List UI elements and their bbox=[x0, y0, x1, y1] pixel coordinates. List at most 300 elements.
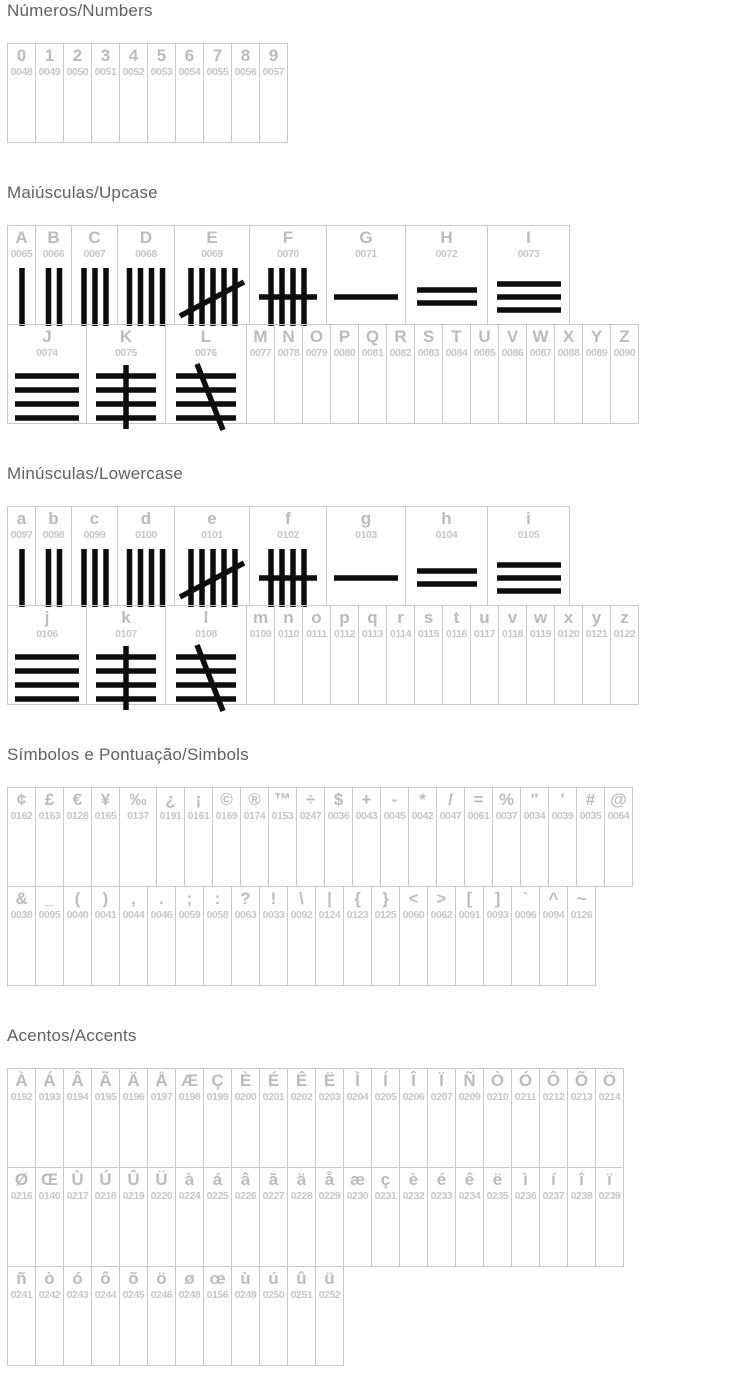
glyph-char: T bbox=[451, 327, 462, 346]
glyph-code: 0243 bbox=[66, 1289, 89, 1301]
glyph-code: 0114 bbox=[389, 628, 412, 640]
glyph-char: Ë bbox=[323, 1071, 336, 1090]
glyph-code: 0083 bbox=[417, 347, 440, 359]
glyph-cell bbox=[287, 886, 316, 986]
glyph-cell bbox=[174, 506, 250, 606]
glyph-char: ì bbox=[523, 1170, 528, 1189]
glyph-char: & bbox=[15, 889, 28, 908]
glyph-char: : bbox=[214, 889, 221, 908]
glyph-cell bbox=[567, 1167, 596, 1267]
glyph-char: ¢ bbox=[16, 790, 27, 809]
glyph-char: , bbox=[131, 889, 136, 908]
glyph-cell bbox=[7, 605, 87, 705]
glyph-cell bbox=[520, 787, 549, 887]
glyph-code: 0210 bbox=[486, 1091, 509, 1103]
glyph-cell bbox=[63, 886, 92, 986]
glyph-char: Ì bbox=[355, 1071, 360, 1090]
glyph-code: 0169 bbox=[215, 810, 238, 822]
glyph-char: Z bbox=[619, 327, 630, 346]
glyph-cell bbox=[175, 886, 204, 986]
glyph-cell bbox=[399, 886, 428, 986]
glyph-cell bbox=[63, 1167, 92, 1267]
glyph-cell bbox=[147, 1167, 176, 1267]
glyph-code: 0212 bbox=[542, 1091, 565, 1103]
glyph-cell bbox=[119, 1266, 148, 1366]
glyph-cell bbox=[156, 787, 185, 887]
glyph-code: 0252 bbox=[318, 1289, 341, 1301]
glyph-code: 0045 bbox=[383, 810, 406, 822]
glyph-code: 0073 bbox=[517, 248, 540, 260]
glyph-char: Ó bbox=[518, 1071, 533, 1090]
glyph-cell bbox=[498, 605, 527, 705]
glyph-char: d bbox=[140, 509, 152, 528]
glyph-row bbox=[7, 1266, 343, 1366]
glyph-cell bbox=[483, 1167, 512, 1267]
glyph-char: é bbox=[436, 1170, 447, 1189]
tally-glyph bbox=[417, 263, 477, 333]
glyph-cell bbox=[326, 506, 406, 606]
glyph-cell bbox=[548, 787, 577, 887]
glyph-cell bbox=[249, 225, 327, 325]
glyph-cell bbox=[259, 1167, 288, 1267]
glyph-char: ò bbox=[44, 1269, 55, 1288]
glyph-char: C bbox=[88, 228, 101, 247]
glyph-code: 0111 bbox=[306, 628, 327, 640]
glyph-cell bbox=[203, 886, 232, 986]
section-title: Símbolos e Pontuação/Simbols bbox=[7, 745, 249, 764]
glyph-code: 0238 bbox=[570, 1190, 593, 1202]
glyph-char: È bbox=[239, 1071, 252, 1090]
glyph-cell bbox=[35, 1266, 64, 1366]
glyph-code: 0090 bbox=[613, 347, 636, 359]
glyph-char: â bbox=[240, 1170, 251, 1189]
glyph-cell bbox=[330, 605, 359, 705]
section bbox=[7, 1026, 730, 1366]
glyph-code: 0041 bbox=[94, 909, 117, 921]
glyph-cell bbox=[119, 43, 148, 143]
glyph-char: ø bbox=[184, 1269, 195, 1288]
glyph-cell bbox=[231, 1068, 260, 1168]
glyph-code: 0239 bbox=[598, 1190, 621, 1202]
glyph-char: ÷ bbox=[305, 790, 316, 809]
glyph-cell bbox=[511, 1167, 540, 1267]
glyph-char: M bbox=[253, 327, 268, 346]
glyph-code: 0100 bbox=[135, 529, 157, 541]
glyph-cell bbox=[35, 1167, 64, 1267]
glyph-char: v bbox=[507, 608, 518, 627]
glyph-char: ¡ bbox=[195, 790, 202, 809]
glyph-code: 0037 bbox=[495, 810, 518, 822]
glyph-cell bbox=[427, 1167, 456, 1267]
glyph-code: 0088 bbox=[557, 347, 580, 359]
glyph-code: 0237 bbox=[542, 1190, 565, 1202]
glyph-char: x bbox=[563, 608, 574, 627]
glyph-char: á bbox=[212, 1170, 223, 1189]
section-title: Maiúsculas/Upcase bbox=[7, 183, 158, 202]
glyph-char: Ù bbox=[71, 1170, 84, 1189]
glyph-cell bbox=[63, 787, 92, 887]
glyph-cell bbox=[203, 1068, 232, 1168]
glyph-char: ™ bbox=[274, 790, 291, 809]
glyph-code: 0227 bbox=[262, 1190, 285, 1202]
glyph-cell bbox=[7, 506, 36, 606]
glyph-char: * bbox=[419, 790, 426, 809]
glyph-char: K bbox=[119, 327, 133, 346]
glyph-code: 0044 bbox=[122, 909, 145, 921]
glyph-code: 0095 bbox=[38, 909, 61, 921]
glyph-char: R bbox=[394, 327, 407, 346]
glyph-code: 0116 bbox=[445, 628, 468, 640]
glyph-cell bbox=[86, 605, 166, 705]
glyph-code: 0121 bbox=[585, 628, 608, 640]
tally-glyph bbox=[80, 544, 110, 614]
glyph-char: ã bbox=[268, 1170, 279, 1189]
glyph-grid bbox=[7, 787, 632, 986]
glyph-code: 0226 bbox=[234, 1190, 257, 1202]
glyph-code: 0228 bbox=[290, 1190, 313, 1202]
glyph-char: Õ bbox=[574, 1071, 589, 1090]
glyph-cell bbox=[324, 787, 353, 887]
glyph-char: $ bbox=[333, 790, 344, 809]
glyph-code: 0242 bbox=[38, 1289, 61, 1301]
glyph-char: Ü bbox=[155, 1170, 168, 1189]
glyph-code: 0047 bbox=[439, 810, 462, 822]
glyph-cell bbox=[175, 43, 204, 143]
glyph-code: 0200 bbox=[234, 1091, 257, 1103]
glyph-char: u bbox=[479, 608, 490, 627]
glyph-code: 0126 bbox=[570, 909, 593, 921]
glyph-code: 0156 bbox=[206, 1289, 229, 1301]
glyph-cell bbox=[330, 324, 359, 424]
glyph-char: Y bbox=[590, 327, 603, 346]
tally-glyph bbox=[334, 544, 398, 614]
glyph-char: @ bbox=[610, 790, 627, 809]
tally-glyph bbox=[96, 362, 156, 432]
glyph-char: / bbox=[448, 790, 453, 809]
glyph-cell bbox=[595, 1068, 624, 1168]
glyph-char: t bbox=[453, 608, 460, 627]
glyph-code: 0089 bbox=[585, 347, 608, 359]
glyph-cell bbox=[498, 324, 527, 424]
glyph-char: ? bbox=[240, 889, 251, 908]
glyph-cell bbox=[91, 43, 120, 143]
glyph-code: 0110 bbox=[277, 628, 300, 640]
glyph-char: = bbox=[473, 790, 484, 809]
glyph-code: 0229 bbox=[318, 1190, 341, 1202]
glyph-char: k bbox=[121, 608, 131, 627]
tally-glyph bbox=[497, 263, 561, 333]
glyph-char: 5 bbox=[156, 46, 167, 65]
glyph-char: ù bbox=[240, 1269, 251, 1288]
glyph-code: 0063 bbox=[234, 909, 257, 921]
glyph-code: 0080 bbox=[333, 347, 356, 359]
glyph-char: À bbox=[15, 1071, 28, 1090]
glyph-code: 0068 bbox=[135, 248, 157, 260]
glyph-char: Ø bbox=[14, 1170, 29, 1189]
glyph-code: 0107 bbox=[115, 628, 137, 640]
glyph-code: 0207 bbox=[430, 1091, 453, 1103]
tally-glyph bbox=[497, 544, 561, 614]
glyph-code: 0052 bbox=[122, 66, 145, 78]
glyph-char: ` bbox=[522, 889, 529, 908]
glyph-code: 0231 bbox=[374, 1190, 397, 1202]
section bbox=[7, 464, 730, 705]
glyph-char: l bbox=[203, 608, 209, 627]
glyph-char: s bbox=[423, 608, 434, 627]
glyph-char: æ bbox=[349, 1170, 366, 1189]
glyph-code: 0064 bbox=[607, 810, 630, 822]
glyph-cell bbox=[259, 1266, 288, 1366]
glyph-cell bbox=[414, 324, 443, 424]
glyph-cell bbox=[380, 787, 409, 887]
glyph-cell bbox=[343, 1167, 372, 1267]
section-title: Acentos/Accents bbox=[7, 1026, 137, 1045]
glyph-code: 0211 bbox=[514, 1091, 537, 1103]
glyph-code: 0086 bbox=[501, 347, 524, 359]
glyph-code: 0224 bbox=[178, 1190, 201, 1202]
glyph-char: Ä bbox=[127, 1071, 140, 1090]
glyph-char: > bbox=[436, 889, 447, 908]
glyph-cell bbox=[35, 225, 72, 325]
glyph-char: å bbox=[324, 1170, 335, 1189]
glyph-char: ô bbox=[100, 1269, 111, 1288]
glyph-cell bbox=[35, 886, 64, 986]
glyph-code: 0085 bbox=[473, 347, 496, 359]
glyph-cell bbox=[175, 1266, 204, 1366]
glyph-char: 4 bbox=[128, 46, 139, 65]
glyph-code: 0055 bbox=[206, 66, 229, 78]
glyph-cell bbox=[35, 506, 72, 606]
glyph-cell bbox=[326, 225, 406, 325]
glyph-code: 0036 bbox=[327, 810, 350, 822]
glyph-cell bbox=[91, 1266, 120, 1366]
tally-glyph bbox=[259, 544, 317, 614]
glyph-code: 0061 bbox=[467, 810, 490, 822]
glyph-char: É bbox=[267, 1071, 280, 1090]
tally-glyph bbox=[176, 643, 236, 713]
glyph-code: 0043 bbox=[355, 810, 378, 822]
glyph-code: 0233 bbox=[430, 1190, 453, 1202]
glyph-char: 2 bbox=[72, 46, 83, 65]
glyph-char: c bbox=[89, 509, 100, 528]
glyph-code: 0070 bbox=[277, 248, 299, 260]
section bbox=[7, 745, 730, 986]
glyph-row bbox=[7, 225, 569, 325]
glyph-char: ! bbox=[270, 889, 277, 908]
glyph-code: 0094 bbox=[542, 909, 565, 921]
glyph-code: 0033 bbox=[262, 909, 285, 921]
glyph-char: - bbox=[391, 790, 398, 809]
glyph-cell bbox=[539, 1167, 568, 1267]
glyph-code: 0213 bbox=[570, 1091, 593, 1103]
glyph-cell bbox=[246, 324, 275, 424]
glyph-char: ‰ bbox=[129, 790, 147, 809]
glyph-cell bbox=[371, 886, 400, 986]
glyph-cell bbox=[147, 886, 176, 986]
glyph-char: ~ bbox=[576, 889, 587, 908]
glyph-code: 0098 bbox=[42, 529, 65, 541]
glyph-code: 0105 bbox=[517, 529, 540, 541]
glyph-char: V bbox=[506, 327, 519, 346]
glyph-code: 0251 bbox=[290, 1289, 313, 1301]
glyph-cell bbox=[427, 1068, 456, 1168]
glyph-cell bbox=[455, 886, 484, 986]
glyph-cell bbox=[35, 43, 64, 143]
glyph-code: 0118 bbox=[501, 628, 524, 640]
glyph-char: I bbox=[526, 228, 531, 247]
glyph-char: W bbox=[532, 327, 549, 346]
glyph-char: \ bbox=[299, 889, 304, 908]
glyph-cell bbox=[526, 324, 555, 424]
glyph-code: 0174 bbox=[243, 810, 266, 822]
glyph-char: ê bbox=[464, 1170, 475, 1189]
glyph-cell bbox=[442, 324, 471, 424]
glyph-code: 0206 bbox=[402, 1091, 425, 1103]
glyph-cell bbox=[511, 1068, 540, 1168]
glyph-cell bbox=[63, 1266, 92, 1366]
glyph-char: £ bbox=[44, 790, 55, 809]
glyph-cell bbox=[302, 324, 331, 424]
glyph-char: _ bbox=[44, 889, 55, 908]
glyph-char: Ã bbox=[99, 1071, 112, 1090]
glyph-char: r bbox=[397, 608, 404, 627]
glyph-cell bbox=[203, 1266, 232, 1366]
glyph-code: 0196 bbox=[122, 1091, 145, 1103]
glyph-cell bbox=[246, 605, 275, 705]
glyph-char: i bbox=[526, 509, 531, 528]
glyph-cell bbox=[315, 1266, 344, 1366]
glyph-code: 0119 bbox=[529, 628, 552, 640]
glyph-char: € bbox=[72, 790, 83, 809]
glyph-cell bbox=[212, 787, 241, 887]
glyph-cell bbox=[554, 324, 583, 424]
glyph-cell bbox=[7, 43, 36, 143]
glyph-row bbox=[7, 1167, 623, 1267]
glyph-code: 0115 bbox=[417, 628, 440, 640]
glyph-cell bbox=[427, 886, 456, 986]
tally-glyph bbox=[180, 544, 244, 614]
glyph-code: 0209 bbox=[458, 1091, 481, 1103]
glyph-cell bbox=[470, 605, 499, 705]
glyph-cell bbox=[7, 1266, 36, 1366]
tally-glyph bbox=[44, 263, 63, 333]
glyph-code: 0087 bbox=[529, 347, 552, 359]
glyph-grid bbox=[7, 1068, 623, 1366]
glyph-cell bbox=[35, 1068, 64, 1168]
glyph-code: 0035 bbox=[579, 810, 602, 822]
glyph-char: Ê bbox=[295, 1071, 308, 1090]
glyph-code: 0079 bbox=[305, 347, 328, 359]
glyph-cell bbox=[259, 1068, 288, 1168]
glyph-cell bbox=[249, 506, 327, 606]
glyph-cell bbox=[483, 1068, 512, 1168]
glyph-code: 0125 bbox=[374, 909, 397, 921]
glyph-char: 8 bbox=[240, 46, 251, 65]
tally-glyph bbox=[176, 362, 236, 432]
glyph-code: 0220 bbox=[150, 1190, 173, 1202]
glyph-char: Å bbox=[155, 1071, 168, 1090]
glyph-code: 0101 bbox=[201, 529, 223, 541]
glyph-char: 0 bbox=[16, 46, 27, 65]
glyph-char: U bbox=[478, 327, 491, 346]
glyph-code: 0093 bbox=[486, 909, 509, 921]
glyph-char: ^ bbox=[548, 889, 559, 908]
glyph-cell bbox=[595, 1167, 624, 1267]
glyph-code: 0113 bbox=[361, 628, 384, 640]
glyph-char: 3 bbox=[100, 46, 111, 65]
glyph-code: 0059 bbox=[178, 909, 201, 921]
tally-glyph bbox=[15, 643, 79, 713]
glyph-code: 0199 bbox=[206, 1091, 229, 1103]
glyph-row bbox=[7, 605, 638, 705]
glyph-cell bbox=[268, 787, 297, 887]
glyph-char: 1 bbox=[44, 46, 55, 65]
glyph-char: H bbox=[440, 228, 453, 247]
glyph-code: 0109 bbox=[249, 628, 272, 640]
glyph-code: 0250 bbox=[262, 1289, 285, 1301]
glyph-code: 0123 bbox=[346, 909, 369, 921]
glyph-cell bbox=[91, 787, 120, 887]
glyph-code: 0117 bbox=[473, 628, 496, 640]
glyph-code: 0046 bbox=[150, 909, 173, 921]
glyph-cell bbox=[358, 605, 387, 705]
glyph-cell bbox=[7, 324, 87, 424]
glyph-code: 0244 bbox=[94, 1289, 117, 1301]
glyph-code: 0104 bbox=[435, 529, 458, 541]
glyph-cell bbox=[147, 43, 176, 143]
glyph-row bbox=[7, 886, 595, 986]
glyph-cell bbox=[526, 605, 555, 705]
glyph-cell bbox=[91, 886, 120, 986]
glyph-char: ó bbox=[72, 1269, 83, 1288]
glyph-cell bbox=[539, 1068, 568, 1168]
glyph-cell bbox=[343, 886, 372, 986]
glyph-char: J bbox=[42, 327, 52, 346]
glyph-code: 0102 bbox=[277, 529, 299, 541]
glyph-code: 0060 bbox=[402, 909, 425, 921]
glyph-code: 0065 bbox=[10, 248, 33, 260]
glyph-char: . bbox=[159, 889, 164, 908]
glyph-char: O bbox=[309, 327, 324, 346]
glyph-cell bbox=[165, 605, 247, 705]
glyph-cell bbox=[487, 225, 570, 325]
glyph-cell bbox=[302, 605, 331, 705]
glyph-cell bbox=[511, 886, 540, 986]
glyph-row bbox=[7, 324, 638, 424]
glyph-code: 0203 bbox=[318, 1091, 341, 1103]
glyph-char: a bbox=[16, 509, 27, 528]
glyph-char: X bbox=[562, 327, 575, 346]
glyph-char: g bbox=[360, 509, 372, 528]
glyph-char: | bbox=[327, 889, 332, 908]
glyph-cell bbox=[315, 1167, 344, 1267]
glyph-char: ñ bbox=[16, 1269, 27, 1288]
glyph-cell bbox=[184, 787, 213, 887]
glyph-cell bbox=[405, 506, 488, 606]
glyph-cell bbox=[287, 1167, 316, 1267]
glyph-cell bbox=[71, 225, 118, 325]
glyph-char: í bbox=[551, 1170, 556, 1189]
glyph-code: 0039 bbox=[551, 810, 574, 822]
glyph-cell bbox=[119, 886, 148, 986]
glyph-char: à bbox=[184, 1170, 195, 1189]
glyph-code: 0103 bbox=[355, 529, 377, 541]
glyph-code: 0082 bbox=[389, 347, 412, 359]
glyph-code: 0249 bbox=[234, 1289, 257, 1301]
glyph-code: 0099 bbox=[83, 529, 106, 541]
glyph-code: 0218 bbox=[94, 1190, 117, 1202]
glyph-cell bbox=[147, 1068, 176, 1168]
